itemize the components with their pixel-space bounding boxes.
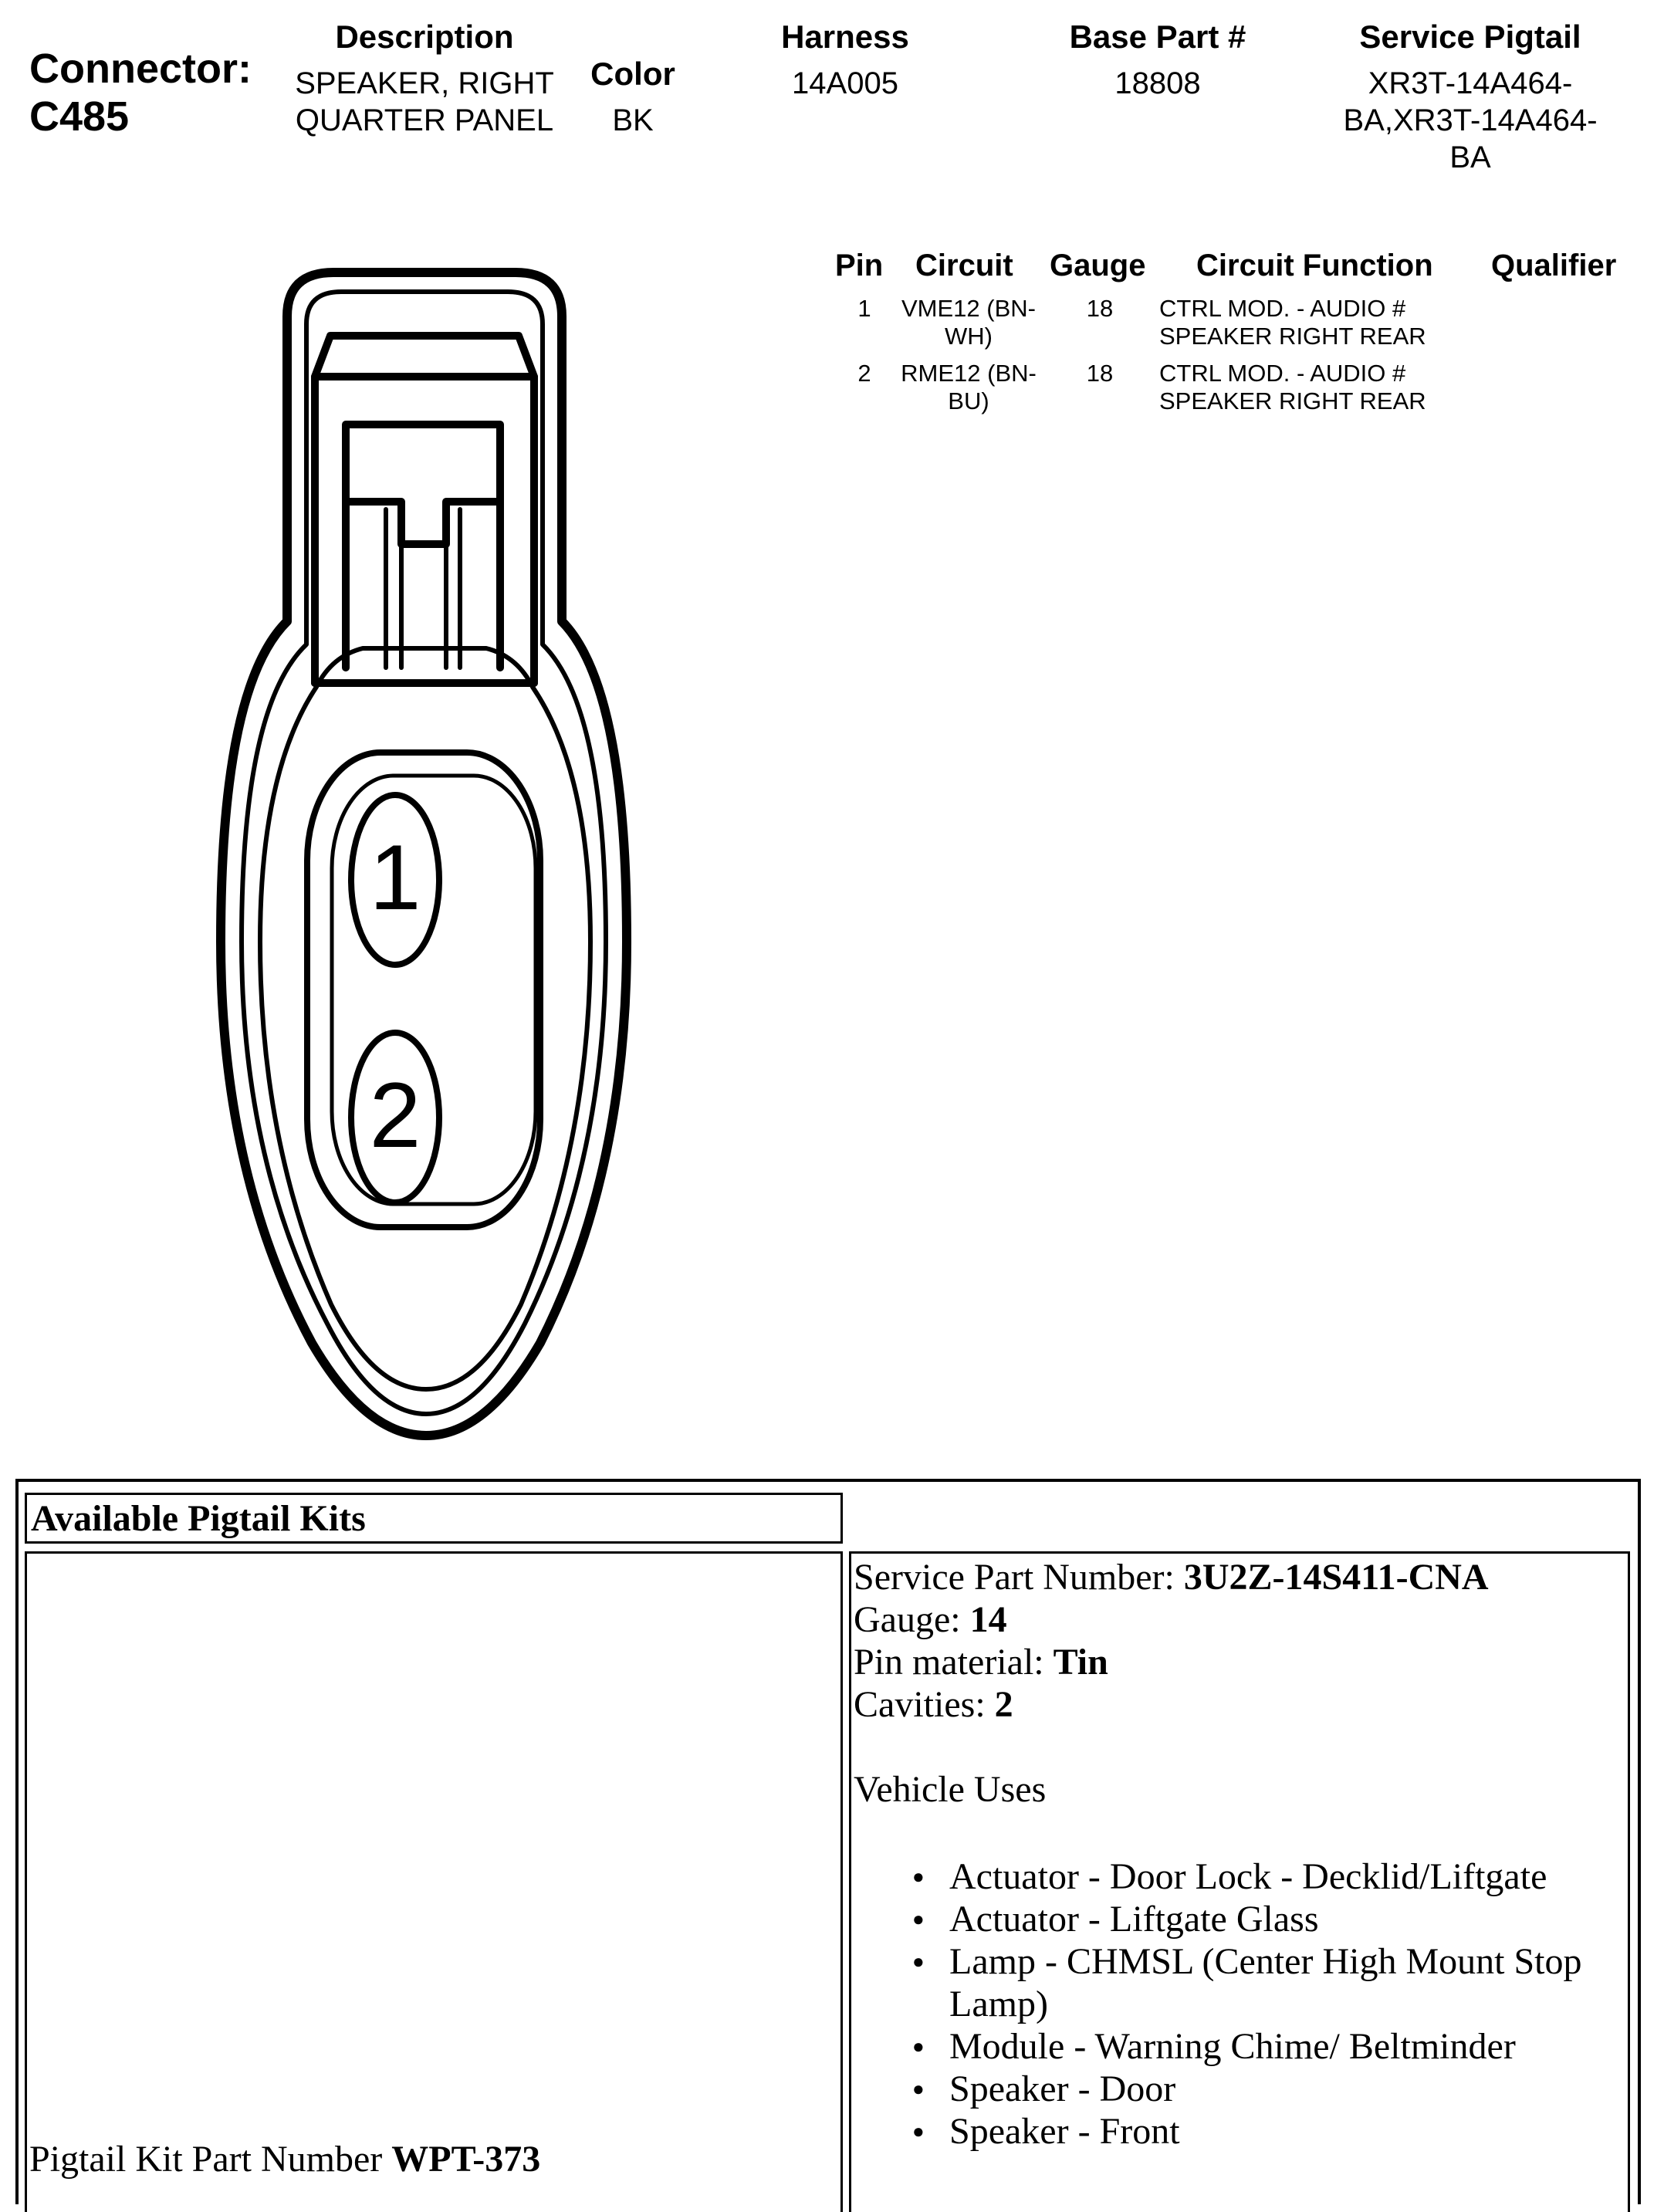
list-item: ● Actuator - Liftgate Glass xyxy=(854,1898,1625,1940)
color-header: Color xyxy=(590,56,675,92)
kit-gauge: Gauge: 14 xyxy=(854,1599,1007,1640)
pigtail-kit-image-cell xyxy=(25,1551,843,2212)
connector-id: C485 xyxy=(29,93,130,140)
service-part-number: Service Part Number: 3U2Z-14S411-CNA xyxy=(854,1557,1489,1598)
connector-outer-shell xyxy=(221,272,627,1436)
table-row-gauge: 18 xyxy=(1086,360,1114,387)
table-row-circuit: RME12 (BN- BU) xyxy=(901,360,1037,414)
service-pigtail-header: Service Pigtail xyxy=(1359,19,1581,55)
latch-inner xyxy=(346,502,500,544)
pigtail-kit-part-number: Pigtail Kit Part Number WPT-373 xyxy=(29,2139,541,2180)
table-row-circuit: VME12 (BN- WH) xyxy=(901,295,1036,350)
color-value: BK xyxy=(612,103,654,137)
pigtail-kit-details xyxy=(854,1556,1625,2153)
cavities: Cavities: 2 xyxy=(854,1684,1013,1725)
description-value: SPEAKER, RIGHT QUARTER PANEL xyxy=(295,66,554,137)
list-item: ● Module - Warning Chime/ Beltminder xyxy=(854,2025,1625,2068)
harness-header: Harness xyxy=(781,19,909,55)
connector-inner-shell xyxy=(242,292,606,1414)
pin-header: Pin xyxy=(835,249,884,282)
cavity-block xyxy=(307,753,540,1227)
connector-label: Connector: xyxy=(29,46,252,92)
list-item: ● Lamp - CHMSL (Center High Mount Stop Lamp) xyxy=(854,1940,1625,2025)
table-row-function: CTRL MOD. - AUDIO # SPEAKER RIGHT REAR xyxy=(1159,295,1426,350)
table-row-function: CTRL MOD. - AUDIO # SPEAKER RIGHT REAR xyxy=(1159,360,1426,414)
pin-1-label: 1 xyxy=(369,826,421,929)
table-row-gauge: 18 xyxy=(1086,295,1114,322)
description-header: Description xyxy=(335,19,514,55)
list-item: ● Actuator - Door Lock - Decklid/Liftgate xyxy=(854,1855,1625,1898)
list-item: ● Speaker - Front xyxy=(854,2110,1625,2153)
vehicle-uses-list xyxy=(854,1855,1625,2153)
gauge-header: Gauge xyxy=(1050,249,1146,282)
base-part-value: 18808 xyxy=(1114,66,1201,100)
table-row-pin: 1 xyxy=(857,295,871,322)
pin-material: Pin material: Tin xyxy=(854,1642,1108,1683)
list-item: ● Speaker - Door xyxy=(854,2068,1625,2110)
vehicle-uses-label: Vehicle Uses xyxy=(854,1769,1047,1810)
pin-2-label: 2 xyxy=(369,1064,421,1167)
base-part-header: Base Part # xyxy=(1069,19,1246,55)
table-row-pin: 2 xyxy=(857,360,871,387)
pigtail-kits-title: Available Pigtail Kits xyxy=(31,1498,366,1539)
qualifier-header: Qualifier xyxy=(1491,249,1617,282)
circuit-header: Circuit xyxy=(915,249,1013,282)
harness-value: 14A005 xyxy=(792,66,898,100)
service-pigtail-value: XR3T-14A464- BA,XR3T-14A464- BA xyxy=(1343,66,1598,174)
circuit-function-header: Circuit Function xyxy=(1196,249,1433,282)
